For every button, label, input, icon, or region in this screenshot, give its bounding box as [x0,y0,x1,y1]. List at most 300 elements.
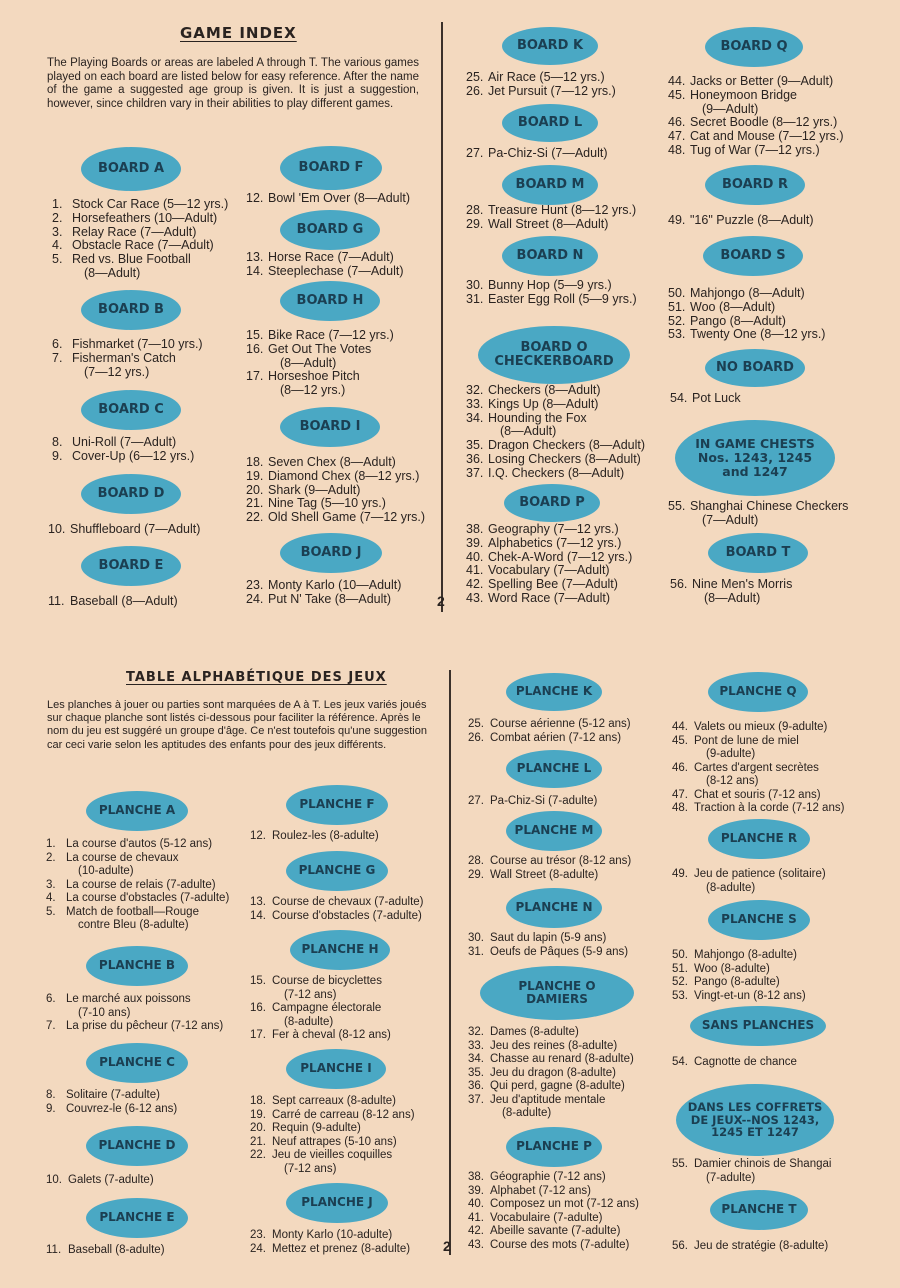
game-age-range: (8-adulte) [284,1015,334,1028]
game-entry [250,1243,410,1257]
game-entry [468,1171,639,1185]
game-number: 3. [46,878,56,891]
game-entry [46,879,229,893]
game-number: 52. [668,313,686,328]
game-title: Fisherman's Catch [72,350,176,365]
fr-column-divider [449,670,451,1255]
game-number: 45. [668,87,686,102]
game-number: 27. [468,795,484,807]
game-title: Bunny Hop (5—9 yrs.) [488,278,612,292]
fr-board-game-list-13 [468,855,631,882]
game-entry [672,1056,797,1070]
en-board-game-list-5 [48,595,178,609]
game-title: Get Out The Votes [268,341,372,356]
game-number: 45. [672,734,688,747]
fr-board-game-list-8 [250,975,391,1043]
game-entry [668,328,825,342]
game-title: Cat and Mouse (7—12 yrs.) [690,129,844,144]
game-number: 56. [670,577,688,591]
game-title: Alphabetics (7—12 yrs.) [488,535,622,550]
game-number: 54. [672,1056,688,1068]
en-board-game-list-3 [52,436,194,464]
en-board-game-list-16 [466,523,632,606]
fr-board-game-list-15 [468,1026,634,1121]
game-entry [466,551,632,565]
game-title: Twenty One (8—12 yrs.) [690,327,826,342]
game-entry [668,89,844,103]
game-number: 1. [52,197,63,211]
game-title: Dragon Checkers (8—Adult) [488,438,646,453]
en-board-game-list-10 [246,579,401,607]
game-number: 2. [46,851,56,864]
game-entry [466,398,645,412]
game-entry [466,537,632,551]
game-number: 24. [246,591,264,606]
game-entry [468,1080,634,1094]
game-number: 19. [250,1108,266,1121]
en-board-badge-22: BOARD T [708,533,808,573]
en-board-badge-10: BOARD J [280,533,382,573]
game-title: Course d'obstacles (7-adulte) [272,909,422,922]
game-number: 9. [52,448,63,463]
game-entry [466,384,645,398]
game-title: Fer à cheval (8-12 ans) [272,1029,391,1041]
game-title: Course de bicyclettes [272,975,382,987]
game-number: 23. [250,1229,266,1241]
game-number: 49. [672,868,688,880]
game-title: Cagnotte de chance [694,1056,797,1068]
game-number: 43. [466,590,484,605]
fr-board-badge-4: PLANCHE D [86,1126,188,1166]
en-board-game-list-21 [668,500,848,528]
en-board-badge-20: NO BOARD [705,349,805,387]
game-title: La prise du pêcheur (7-12 ans) [66,1020,224,1032]
en-board-game-list-2 [52,338,203,379]
game-entry [466,453,645,467]
game-title: Course des mots (7-adulte) [490,1238,630,1251]
game-entry [466,523,632,537]
game-number: 10. [46,1174,62,1186]
game-number: 7. [52,350,63,365]
fr-board-badge-16: PLANCHE P [506,1127,602,1167]
game-number: 31. [466,291,484,306]
game-entry [670,578,792,592]
game-number: 5. [52,252,63,267]
game-entry [672,721,844,735]
game-title: Steeplechase (7—Adult) [268,263,404,278]
game-number: 3. [52,224,63,239]
game-entry [468,1198,639,1212]
game-number: 33. [466,396,484,411]
game-number: 10. [48,522,66,536]
game-title: Shuffleboard (7—Adult) [70,522,201,536]
en-board-game-list-18 [668,214,814,228]
en-board-game-list-12 [466,147,607,161]
game-entry [46,993,223,1007]
game-age-range: (8—Adult) [704,590,761,605]
en-board-badge-12: BOARD L [502,104,598,142]
game-entry [466,592,632,606]
game-age-range: (8-adulte) [706,881,756,894]
game-title: Qui perd, gagne (8-adulte) [490,1080,625,1092]
game-number: 22. [246,510,264,525]
game-entry [250,1229,410,1243]
game-title: Dames (8-adulte) [490,1026,579,1038]
game-title: Match de football—Rouge [66,905,199,918]
game-title: Roulez-les (8-adulte) [272,830,379,842]
game-entry [250,896,424,910]
game-entry [52,338,203,352]
game-entry [672,802,844,816]
game-title: Old Shell Game (7—12 yrs.) [268,510,425,525]
game-title: Vocabulaire (7-adulte) [490,1211,603,1224]
game-entry [52,198,228,212]
game-number: 41. [466,563,484,578]
en-board-game-list-8 [246,329,394,398]
game-number: 30. [468,932,484,944]
game-number: 19. [246,468,264,483]
game-title: Pango (8—Adult) [690,313,786,328]
fr-board-badge-10: PLANCHE J [286,1183,388,1223]
game-entry [672,1240,828,1254]
game-entry [672,762,844,776]
fr-board-badge-19: PLANCHE S [708,900,810,940]
game-title: Baseball (8—Adult) [70,594,178,608]
en-column-divider [441,22,443,612]
game-number: 38. [468,1171,484,1183]
game-entry [246,251,404,265]
game-number: 33. [468,1039,484,1052]
en-board-game-list-11 [466,71,616,99]
game-number: 13. [250,896,266,908]
game-title: Jeu de patience (solitaire) [694,868,826,880]
fr-board-game-list-4 [46,1174,154,1188]
game-title: Galets (7-adulte) [68,1174,154,1186]
game-number: 5. [46,905,56,918]
game-entry [466,439,645,453]
game-number: 17. [250,1029,266,1041]
en-board-badge-17: BOARD Q [705,27,803,67]
game-title: Stock Car Race (5—12 yrs.) [72,197,229,211]
fr-board-game-list-10 [250,1229,410,1256]
game-entry [466,412,645,426]
game-number: 24. [250,1242,266,1255]
game-number: 21. [250,1135,266,1148]
fr-board-badge-11: PLANCHE K [506,673,602,711]
en-board-game-list-4 [48,523,200,537]
game-number: 14. [246,263,264,278]
game-entry [668,287,825,301]
game-entry [246,265,404,279]
game-entry [466,293,637,307]
game-title: Hounding the Fox [488,410,587,425]
game-number: 9. [46,1102,56,1115]
en-board-game-list-13 [466,204,636,232]
game-title: Damier chinois de Shangai [694,1158,832,1170]
game-entry [466,467,645,481]
en-board-badge-13: BOARD M [502,165,598,205]
game-entry [250,910,424,924]
game-title: Requin (9-adulte) [272,1122,361,1134]
game-entry [246,579,401,593]
game-age-range: (8-12 ans) [706,775,759,787]
game-entry [468,1026,634,1040]
fr-board-badge-13: PLANCHE M [506,811,602,851]
game-title: Bike Race (7—12 yrs.) [268,328,394,342]
fr-board-badge-7: PLANCHE G [286,851,388,891]
fr-board-badge-8: PLANCHE H [290,930,390,970]
en-board-game-list-19 [668,287,825,342]
en-board-badge-11: BOARD K [502,27,598,65]
game-age-range: (8—12 yrs.) [280,383,346,398]
game-number: 16. [250,1002,266,1014]
game-entry [468,732,631,746]
game-title: I.Q. Checkers (8—Adult) [488,465,625,480]
game-entry [46,892,229,906]
game-entry [668,301,825,315]
game-title: Diamond Chex (8—12 yrs.) [268,468,420,483]
game-number: 39. [468,1184,484,1197]
game-entry [246,497,425,511]
game-number: 42. [466,577,484,592]
game-entry [466,147,607,161]
game-number: 4. [52,238,63,253]
en-board-game-list-17 [668,75,844,158]
fr-board-game-list-20 [672,1056,797,1070]
game-title: Wall Street (8—Adult) [488,216,609,231]
game-title: Shark (9—Adult) [268,482,361,497]
fr-board-game-list-3 [46,1089,177,1116]
game-number: 53. [672,989,688,1002]
game-title: Red vs. Blue Football [72,252,191,267]
game-entry [48,523,200,537]
game-title: Jeu des reines (8-adulte) [490,1039,618,1052]
fr-board-badge-18: PLANCHE R [708,819,810,859]
game-age-range: (8—Adult) [84,265,141,280]
en-board-game-list-1 [52,198,228,281]
game-title: Abeille savante (7-adulte) [490,1225,621,1237]
game-number: 25. [466,70,484,84]
game-entry [52,226,228,240]
game-entry [52,436,194,450]
game-title: Combat aérien (7-12 ans) [490,731,622,744]
game-number: 28. [468,855,484,867]
fr-board-badge-15: PLANCHE O DAMIERS [480,966,634,1020]
game-title: Jeu d'aptitude mentale [490,1093,606,1106]
fr-board-badge-17: PLANCHE Q [708,672,808,712]
game-entry [668,116,844,130]
game-number: 36. [468,1080,484,1092]
game-entry [46,852,229,866]
game-entry [672,735,844,749]
en-board-badge-4: BOARD D [81,474,181,514]
game-title: Honeymoon Bridge [690,87,798,102]
game-number: 41. [468,1211,484,1224]
game-title: Solitaire (7-adulte) [66,1089,160,1101]
game-title: Secret Boodle (8—12 yrs.) [690,115,838,130]
game-entry [672,990,806,1004]
game-title: Checkers (8—Adult) [488,383,601,397]
game-title: Jet Pursuit (7—12 yrs.) [488,83,616,98]
game-entry [246,593,401,607]
game-title: Pa-Chiz-Si (7-adulte) [490,795,598,807]
game-title: Nine Men's Morris [692,577,793,591]
game-entry [52,352,203,366]
game-entry [466,578,632,592]
game-title: Géographie (7-12 ans) [490,1171,606,1183]
game-entry [468,932,628,946]
game-title: Pont de lune de miel [694,734,799,747]
game-title: Sept carreaux (8-adulte) [272,1095,397,1107]
game-number: 49. [668,213,686,227]
game-title: Relay Race (7—Adult) [72,224,197,239]
game-title: Chat et souris (7-12 ans) [694,788,821,801]
game-title: La course de relais (7-adulte) [66,878,216,891]
game-title: Mahjongo (8-adulte) [694,949,797,961]
game-entry [246,192,410,206]
game-title: Carré de carreau (8-12 ans) [272,1108,415,1121]
fr-board-badge-22: PLANCHE T [710,1190,808,1230]
game-number: 34. [468,1053,484,1065]
game-entry [668,500,848,514]
game-title: Kings Up (8—Adult) [488,396,599,411]
game-entry [468,1239,639,1253]
game-entry [468,869,631,883]
en-board-badge-3: BOARD C [81,390,181,430]
game-title: Air Race (5—12 yrs.) [488,70,605,84]
en-board-badge-6: BOARD F [280,146,382,190]
game-number: 18. [250,1095,266,1107]
fr-board-game-list-14 [468,932,628,959]
game-title: Jeu du dragon (8-adulte) [490,1066,616,1079]
fr-board-badge-3: PLANCHE C [86,1043,188,1083]
game-title: Saut du lapin (5-9 ans) [490,932,607,944]
fr-board-game-list-6 [250,830,379,844]
game-title: Put N' Take (8—Adult) [268,591,392,606]
game-entry [668,144,844,158]
game-number: 56. [672,1240,688,1252]
en-board-badge-2: BOARD B [81,290,181,330]
game-number: 44. [672,721,688,733]
game-entry [246,370,394,384]
game-entry [468,1067,634,1081]
game-number: 1. [46,838,56,850]
game-title: Vocabulary (7—Adult) [488,563,610,578]
game-number: 6. [52,337,63,351]
game-entry [668,130,844,144]
game-number: 35. [466,438,484,453]
game-entry [672,1158,831,1172]
game-title: Alphabet (7-12 ans) [490,1184,592,1197]
game-number: 47. [672,788,688,801]
game-entry [246,484,425,498]
game-title: Losing Checkers (8—Adult) [488,451,641,466]
en-board-badge-21: IN GAME CHESTS Nos. 1243, 1245 and 1247 [675,420,835,496]
game-number: 44. [668,74,686,88]
en-board-game-list-7 [246,251,404,279]
en-board-badge-14: BOARD N [502,236,598,276]
game-number: 13. [246,250,264,264]
en-board-badge-5: BOARD E [81,546,181,586]
en-board-badge-18: BOARD R [705,165,805,205]
game-entry [250,1029,391,1043]
game-number: 29. [468,868,484,881]
game-entry [46,1020,223,1034]
game-title: Geography (7—12 yrs.) [488,522,619,536]
fr-board-game-list-18 [672,868,826,895]
game-number: 52. [672,976,688,988]
game-title: Valets ou mieux (9-adulte) [694,721,828,733]
game-entry [46,1174,154,1188]
game-title: Horsefeathers (10—Adult) [72,210,218,225]
en-board-game-list-9 [246,456,425,525]
game-entry [52,212,228,226]
fr-board-game-list-2 [46,993,223,1034]
fr-board-badge-14: PLANCHE N [506,888,602,928]
game-title: Traction à la corde (7-12 ans) [694,802,845,814]
game-title: Seven Chex (8—Adult) [268,455,396,469]
fr-board-game-list-22 [672,1240,828,1254]
game-title: Cartes d'argent secrètes [694,761,819,774]
game-entry [672,963,806,977]
game-number: 50. [668,286,686,300]
game-entry [250,1095,415,1109]
game-number: 51. [672,962,688,975]
game-number: 8. [46,1089,56,1101]
en-intro-paragraph: The Playing Boards or areas are labeled A through T. The various games played on each board are listed below for easy reference. After the name of the game a suggested age group is given. It is just a suggestion, however, since children vary in their abilities to play different games. [47,57,419,110]
game-title: Course au trésor (8-12 ans) [490,855,632,867]
fr-board-badge-6: PLANCHE F [286,785,388,825]
game-title: "16" Puzzle (8—Adult) [690,213,814,227]
en-page-number: 2 [437,593,445,609]
game-number: 18. [246,455,264,469]
game-entry [668,75,844,89]
game-number: 26. [468,731,484,744]
en-board-game-list-20 [670,392,741,406]
game-age-range: (9-adulte) [706,748,756,760]
game-title: Pot Luck [692,391,741,405]
game-number: 8. [52,435,63,449]
fr-board-badge-20: SANS PLANCHES [690,1006,826,1046]
fr-intro-paragraph: Les planches à jouer ou parties sont marquées de A à T. Les jeux variés joués sur chaque planche sont listés ci-dessous pour faciliter la référence. Après le nom du jeu est suggéré un groupe d'âge. Ce n'est toutefois qu'une suggestion car ceci varie selon les aptitudes des enfants pour des jeux différents. [47,699,427,751]
game-title: Campagne électorale [272,1002,382,1014]
fr-board-game-list-21 [672,1158,831,1185]
game-number: 40. [466,549,484,564]
game-title: Jeu de stratégie (8-adulte) [694,1240,829,1252]
game-entry [468,946,628,960]
game-number: 55. [668,499,686,513]
game-title: Easter Egg Roll (5—9 yrs.) [488,291,637,306]
game-entry [246,329,394,343]
game-number: 53. [668,327,686,342]
game-number: 38. [466,522,484,536]
game-age-range: (7—Adult) [702,512,759,527]
game-number: 4. [46,892,56,904]
game-title: Couvrez-le (6-12 ans) [66,1102,178,1115]
game-entry [250,1149,415,1163]
game-title: Monty Karlo (10-adulte) [272,1229,393,1241]
game-entry [246,511,425,525]
game-entry [468,1040,634,1054]
game-number: 32. [466,383,484,397]
game-number: 12. [250,830,266,842]
fr-page-title: TABLE ALPHABÉTIQUE DES JEUX [126,670,387,685]
game-entry [250,1002,391,1016]
game-title: Jeu de vieilles coquilles [272,1149,393,1161]
game-age-range: (7-12 ans) [284,988,337,1001]
fr-board-badge-21: DANS LES COFFRETS DE JEUX--NOS 1243, 1245 ET 1247 [676,1084,834,1156]
fr-board-game-list-19 [672,949,806,1003]
